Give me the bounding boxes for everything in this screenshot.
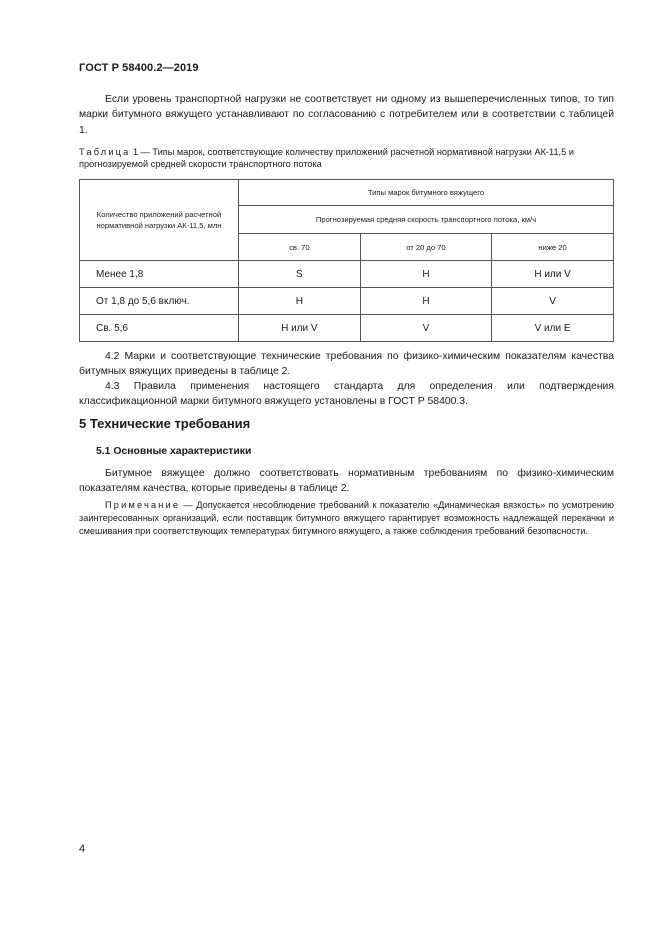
table-column-header: ниже 20 <box>492 234 614 261</box>
paragraph-4-3: 4.3 Правила применения настоящего стандарта для определения или подтверждения классификационной марки битумного вяжущего установлены в ГОСТ Р 58400.3. <box>79 381 614 408</box>
table-group-header: Типы марок битумного вяжущего <box>239 180 614 206</box>
table-column-header: св. 70 <box>239 234 361 261</box>
table-cell: H <box>360 261 491 288</box>
table-cell: V <box>492 288 614 315</box>
table-row-label: Св. 5,6 <box>80 315 239 342</box>
intro-paragraph: Если уровень транспортной нагрузки не соответствует ни одному из вышеперечисленных типов, то тип марки битумного вяжущего устанавливают по согласованию с потребителем или в соответствии с таблицей 1. <box>79 94 614 136</box>
table-cell: H <box>239 288 361 315</box>
table-caption-text: 1 — Типы марок, соответствующие количеству приложений расчетной нормативной нагрузки АК-11,5 и прогнозируемой средней скорости транспортного потока <box>79 147 574 170</box>
paragraph-4-2: 4.2 Марки и соответствующие технические требования по физико-химическим показателям качества битумных вяжущих приведены в таблице 2. <box>79 351 614 378</box>
table-sub-header: Прогнозируемая средняя скорость транспортного потока, км/ч <box>239 206 614 234</box>
paragraph-5-1: Битумное вяжущее должно соответствовать нормативным требованиям по физико-химическим показателям качества, которые приведены в таблице 2. <box>79 468 614 495</box>
table-cell: H <box>360 288 491 315</box>
note-label: Примечание <box>105 500 181 510</box>
table-column-header: от 20 до 70 <box>360 234 491 261</box>
table-row <box>80 315 614 342</box>
table-row-label: Менее 1,8 <box>80 261 239 288</box>
section-5-1-title: 5.1 Основные характеристики <box>96 446 252 457</box>
table-cell: V <box>360 315 491 342</box>
table-cell: V или E <box>492 315 614 342</box>
table-cell: H или V <box>492 261 614 288</box>
table-caption <box>79 146 619 171</box>
table-cell: S <box>239 261 361 288</box>
section-5-title: 5 Технические требования <box>79 416 251 431</box>
note-text: — Допускается несоблюдение требований к показателю «Динамическая вязкость» по усмотрению заинтересованных организаций, если поставщик битумного вяжущего гарантирует возможность надлежащей перекачки и смешивания при соответствующих температурах битумного вяжущего, а также соблюдения требований безопасности. <box>79 500 614 536</box>
table-row <box>80 288 614 315</box>
note <box>79 499 614 538</box>
document-header: ГОСТ Р 58400.2—2019 <box>79 62 199 74</box>
table-caption-label: Таблица <box>79 147 131 157</box>
table-cell: H или V <box>239 315 361 342</box>
table-row <box>80 261 614 288</box>
brand-types-table <box>79 179 614 342</box>
table-row-label: От 1,8 до 5,6 включ. <box>80 288 239 315</box>
page-number: 4 <box>79 843 86 855</box>
table-row-header: Количество приложений расчетной нормативной нагрузки АК-11,5, млн <box>80 180 239 261</box>
